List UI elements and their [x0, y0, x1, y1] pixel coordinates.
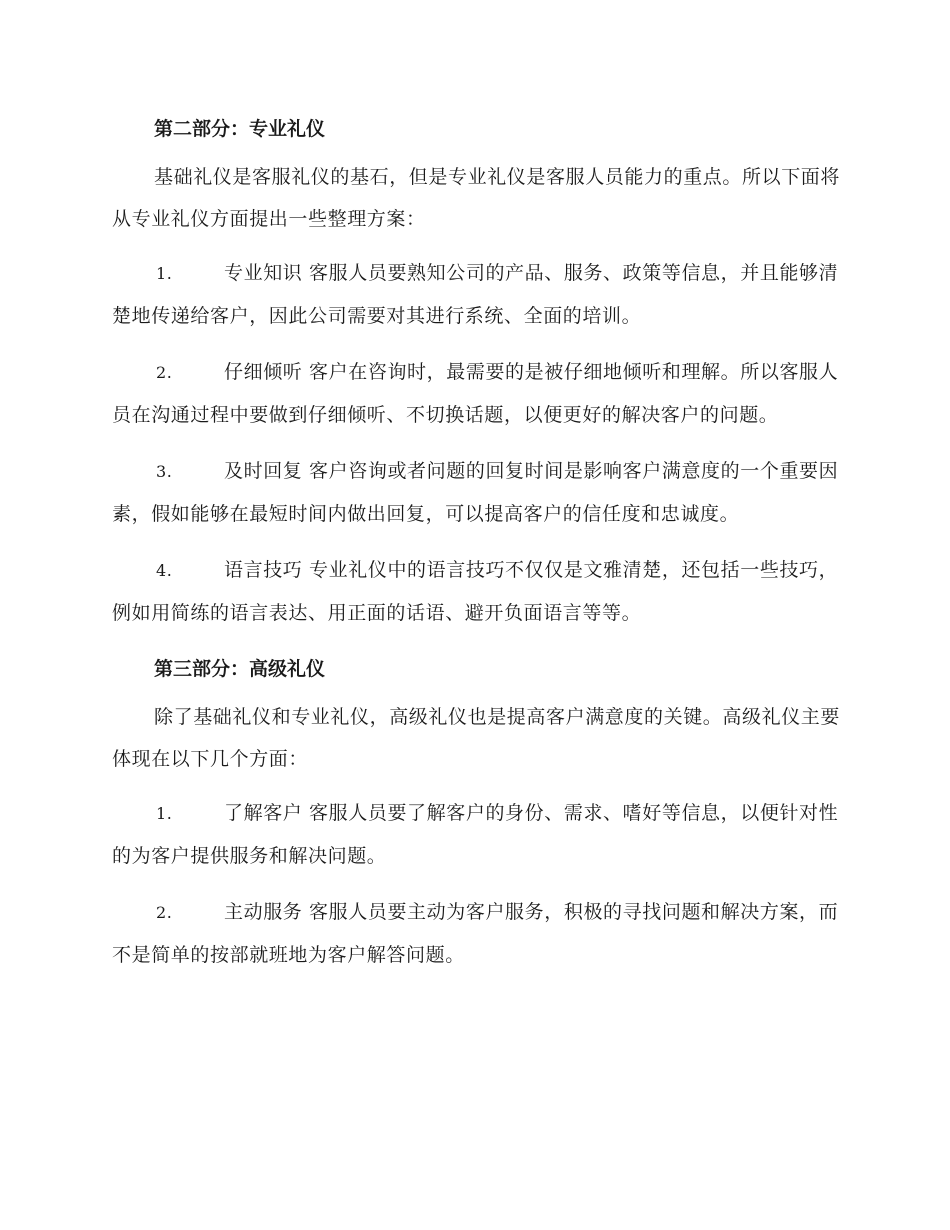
list-item-text: 了解客户 客服人员要了解客户的身份、需求、嗜好等信息，以便针对性的为客户提供服务和解决问题。 [112, 802, 839, 867]
list-item-text: 语言技巧 专业礼仪中的语言技巧不仅仅是文雅清楚，还包括一些技巧，例如用简练的语言表达、用正面的话语、避开负面语言等等。 [112, 559, 839, 624]
list-item-text: 及时回复 客户咨询或者问题的回复时间是影响客户满意度的一个重要因素，假如能够在最短时间内做出回复，可以提高客户的信任度和忠诚度。 [112, 460, 839, 525]
list-number: 4. [156, 561, 173, 580]
list-number: 1. [156, 264, 173, 283]
section3-list-item-2 [112, 891, 840, 976]
list-number: 3. [156, 462, 173, 481]
section2-intro: 基础礼仪是客服礼仪的基石，但是专业礼仪是客服人员能力的重点。所以下面将从专业礼仪方面提出一些整理方案： [112, 166, 841, 230]
section2-list-item-1 [112, 252, 840, 337]
section2-list-item-2 [112, 351, 840, 436]
section3-list-item-1 [112, 792, 840, 877]
section2-list-item-3 [112, 450, 840, 535]
section3-heading: 第三部分：高级礼仪 [154, 658, 326, 680]
list-item-text: 主动服务 客服人员要主动为客户服务，积极的寻找问题和解决方案，而不是简单的按部就班地为客户解答问题。 [112, 901, 839, 966]
section2-heading: 第二部分：专业礼仪 [154, 118, 326, 140]
document-body [112, 108, 840, 990]
list-number: 2. [156, 363, 173, 382]
list-number: 1. [156, 804, 173, 823]
list-item-text: 仔细倾听 客户在咨询时，最需要的是被仔细地倾听和理解。所以客服人员在沟通过程中要做到仔细倾听、不切换话题，以便更好的解决客户的问题。 [112, 361, 839, 426]
list-number: 2. [156, 903, 173, 922]
section3-intro: 除了基础礼仪和专业礼仪，高级礼仪也是提高客户满意度的关键。高级礼仪主要体现在以下几个方面： [112, 706, 841, 770]
section2-list-item-4 [112, 549, 840, 634]
list-item-text: 专业知识 客服人员要熟知公司的产品、服务、政策等信息，并且能够清楚地传递给客户，因此公司需要对其进行系统、全面的培训。 [112, 262, 839, 327]
